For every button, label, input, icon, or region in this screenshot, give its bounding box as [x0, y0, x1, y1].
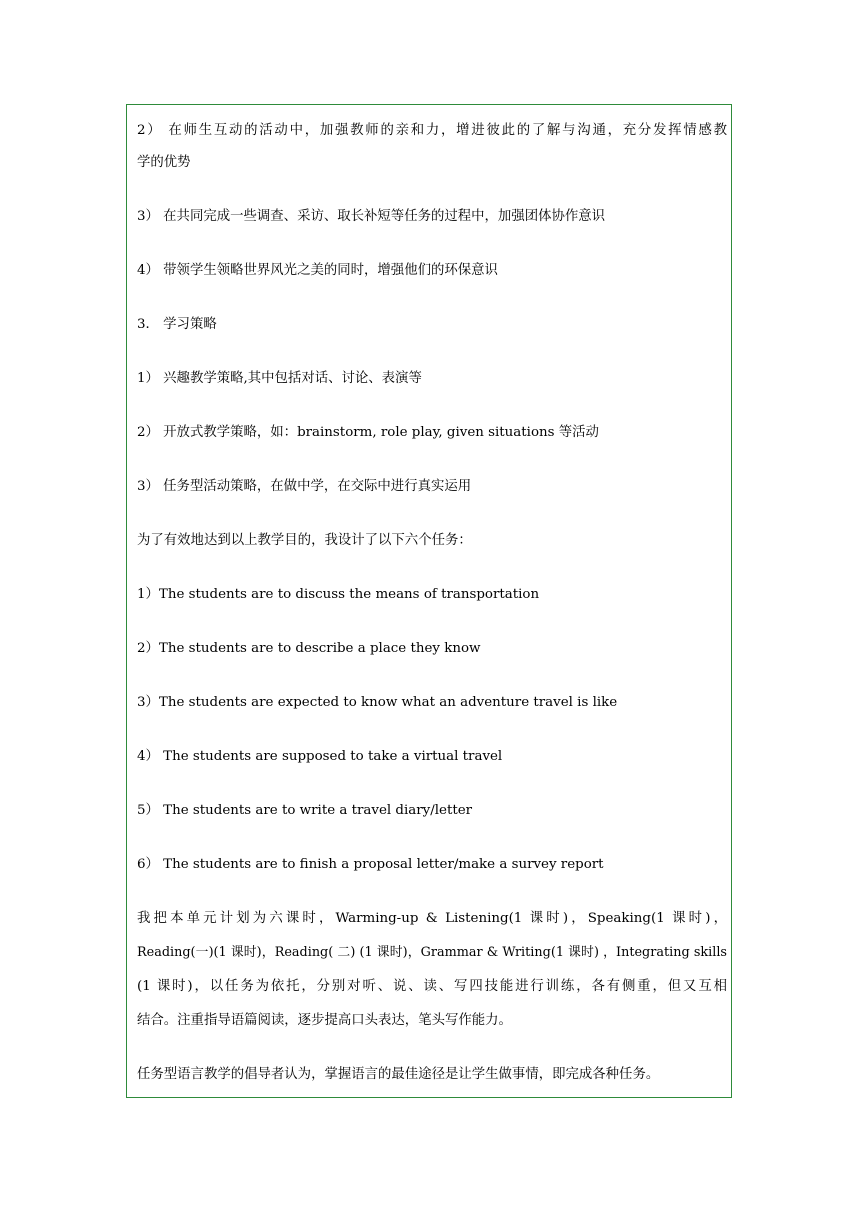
task-2: 2）The students are to describe a place they know	[137, 641, 481, 656]
strategy-3: 3） 任务型活动策略，在做中学，在交际中进行真实运用	[137, 479, 472, 494]
task-1: 1）The students are to discuss the means of transportation	[137, 587, 540, 602]
objective-2-line-2: 学的优势	[137, 155, 191, 170]
plan-paragraph-line-3: (1 课时)，以任务为依托，分别对听、说、读、写四技能进行训练，各有侧重，但又互相	[137, 979, 727, 994]
strategy-1: 1） 兴趣教学策略,其中包括对话、讨论、表演等	[137, 371, 422, 386]
plan-paragraph-line-1: 我把本单元计划为六课时，Warming-up & Listening(1 课时)，Speaking(1 课时)，	[137, 911, 727, 926]
task-6: 6） The students are to finish a proposal letter/make a survey report	[137, 857, 604, 872]
task-3: 3）The students are expected to know what an adventure travel is like	[137, 695, 618, 710]
tblt-statement: 任务型语言教学的倡导者认为，掌握语言的最佳途径是让学生做事情，即完成各种任务。	[137, 1067, 660, 1082]
tasks-intro: 为了有效地达到以上教学目的，我设计了以下六个任务：	[137, 533, 472, 548]
objective-3: 3） 在共同完成一些调查、采访、取长补短等任务的过程中，加强团体协作意识	[137, 209, 606, 224]
objective-4: 4） 带领学生领略世界风光之美的同时，增强他们的环保意识	[137, 263, 498, 278]
plan-paragraph-line-2: Reading(一)(1 课时)，Reading( 二) (1 课时)，Grammar & Writing(1 课时) ，Integrating skills	[137, 945, 727, 960]
task-4: 4） The students are supposed to take a virtual travel	[137, 749, 503, 764]
task-5: 5） The students are to write a travel diary/letter	[137, 803, 473, 818]
strategy-2: 2） 开放式教学策略，如：brainstorm, role play, given situations 等活动	[137, 425, 599, 440]
plan-paragraph-line-4: 结合。注重指导语篇阅读，逐步提高口头表达，笔头写作能力。	[137, 1013, 512, 1028]
objective-2-line-1: 2） 在师生互动的活动中，加强教师的亲和力，增进彼此的了解与沟通，充分发挥情感教	[137, 123, 727, 138]
section-heading-learning-strategy: 3． 学习策略	[137, 317, 217, 332]
